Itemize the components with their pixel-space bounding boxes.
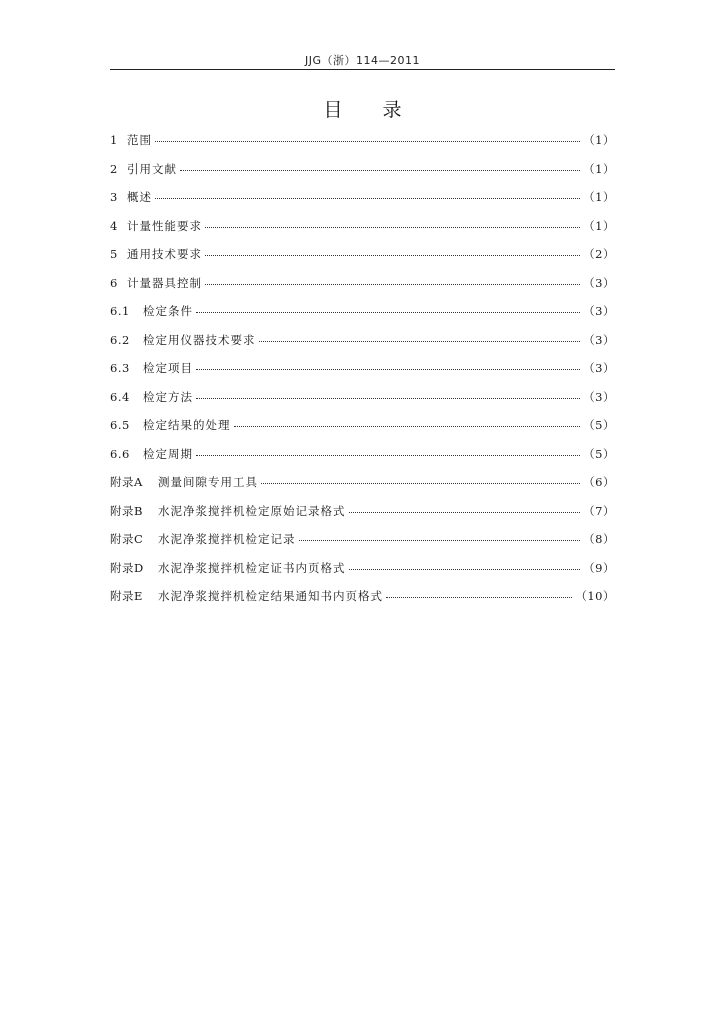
toc-entry-number: 3	[110, 190, 118, 204]
header-rule	[110, 69, 615, 70]
toc-entry-number: 6.5	[110, 418, 130, 432]
toc-entry-appendix-a[interactable]	[110, 472, 615, 501]
toc-entry-6[interactable]	[110, 273, 615, 302]
toc-entry-number: 6.2	[110, 332, 130, 347]
toc-dot-leader	[196, 446, 580, 458]
toc-entry-number: 6.6	[110, 446, 130, 461]
standard-code-header: JJG（浙）114—2011	[304, 54, 420, 67]
toc-entry-1[interactable]	[110, 130, 615, 159]
toc-entry-6-4[interactable]	[110, 387, 615, 416]
toc-dot-leader	[234, 417, 581, 429]
toc-dot-leader	[196, 303, 580, 315]
toc-entry-number: 6	[110, 275, 118, 290]
toc-entry-page: （3）	[583, 304, 615, 318]
toc-dot-leader	[180, 161, 580, 173]
toc-entry-number: 6.4	[110, 389, 130, 404]
toc-entry-page: （8）	[583, 532, 615, 546]
toc-entry-number: 2	[110, 161, 118, 176]
toc-entry-page: （3）	[583, 332, 615, 347]
toc-dot-leader	[205, 275, 580, 287]
toc-entry-page: （3）	[583, 389, 615, 404]
toc-entry-page: （1）	[583, 190, 615, 204]
toc-entry-label: 水泥净浆搅拌机检定证书内页格式	[158, 560, 346, 575]
toc-entry-label: 检定结果的处理	[143, 418, 231, 432]
toc-dot-leader	[196, 360, 580, 372]
toc-entry-label: 通用技术要求	[127, 247, 202, 261]
toc-entry-label: 概述	[127, 190, 152, 204]
toc-entry-label: 检定项目	[143, 361, 193, 375]
toc-entry-label: 范围	[127, 133, 152, 147]
toc-entry-page: （3）	[583, 361, 615, 375]
toc-entry-page: （1）	[583, 133, 615, 147]
toc-entry-page: （3）	[583, 275, 615, 290]
toc-entry-number: 6.1	[110, 304, 130, 318]
toc-entry-6-1[interactable]	[110, 301, 615, 330]
toc-entry-page: （9）	[583, 560, 615, 575]
toc-entry-6-2[interactable]	[110, 330, 615, 359]
toc-dot-leader	[299, 531, 581, 543]
toc-entry-label: 计量器具控制	[127, 275, 202, 290]
toc-entry-appendix-e[interactable]	[110, 586, 615, 615]
toc-entry-number: 附录D	[110, 560, 144, 575]
toc-entry-page: （2）	[583, 247, 615, 261]
toc-entry-page: （10）	[575, 589, 615, 603]
toc-dot-leader	[155, 132, 580, 144]
toc-entry-label: 水泥净浆搅拌机检定结果通知书内页格式	[158, 589, 383, 603]
toc-entry-number: 附录A	[110, 475, 143, 489]
toc-entry-number: 附录B	[110, 503, 143, 518]
table-of-contents	[110, 130, 615, 615]
toc-entry-appendix-b[interactable]	[110, 501, 615, 530]
toc-entry-number: 1	[110, 133, 118, 147]
toc-entry-2[interactable]	[110, 159, 615, 188]
toc-entry-4[interactable]	[110, 216, 615, 245]
toc-entry-page: （5）	[583, 418, 615, 432]
toc-dot-leader	[261, 474, 580, 486]
toc-title	[110, 95, 615, 122]
toc-entry-label: 水泥净浆搅拌机检定原始记录格式	[158, 503, 346, 518]
toc-entry-number: 附录E	[110, 589, 143, 603]
toc-dot-leader	[386, 588, 572, 600]
toc-entry-number: 5	[110, 247, 118, 261]
toc-title-left: 目	[323, 99, 343, 121]
toc-entry-label: 计量性能要求	[127, 218, 202, 233]
toc-dot-leader	[205, 218, 580, 230]
toc-dot-leader	[205, 246, 580, 258]
toc-dot-leader	[196, 389, 580, 401]
toc-entry-appendix-d[interactable]	[110, 558, 615, 587]
toc-title-right: 录	[382, 99, 402, 121]
toc-dot-leader	[155, 189, 580, 201]
toc-entry-5[interactable]	[110, 244, 615, 273]
toc-entry-number: 附录C	[110, 532, 144, 546]
toc-entry-3[interactable]	[110, 187, 615, 216]
toc-entry-page: （5）	[583, 446, 615, 461]
toc-entry-label: 测量间隙专用工具	[158, 475, 258, 489]
toc-entry-label: 检定用仪器技术要求	[143, 332, 256, 347]
toc-entry-6-3[interactable]	[110, 358, 615, 387]
toc-entry-number: 6.3	[110, 361, 130, 375]
toc-entry-label: 检定方法	[143, 389, 193, 404]
toc-entry-label: 检定条件	[143, 304, 193, 318]
toc-entry-label: 检定周期	[143, 446, 193, 461]
toc-entry-number: 4	[110, 218, 118, 233]
toc-entry-label: 水泥净浆搅拌机检定记录	[158, 532, 296, 546]
toc-dot-leader	[349, 560, 581, 572]
toc-entry-page: （6）	[583, 475, 615, 489]
toc-entry-6-5[interactable]	[110, 415, 615, 444]
toc-entry-appendix-c[interactable]	[110, 529, 615, 558]
toc-entry-label: 引用文献	[127, 161, 177, 176]
toc-dot-leader	[349, 503, 581, 515]
toc-entry-page: （1）	[583, 161, 615, 176]
toc-entry-page: （7）	[583, 503, 615, 518]
toc-entry-page: （1）	[583, 218, 615, 233]
toc-entry-6-6[interactable]	[110, 444, 615, 473]
toc-dot-leader	[259, 332, 581, 344]
